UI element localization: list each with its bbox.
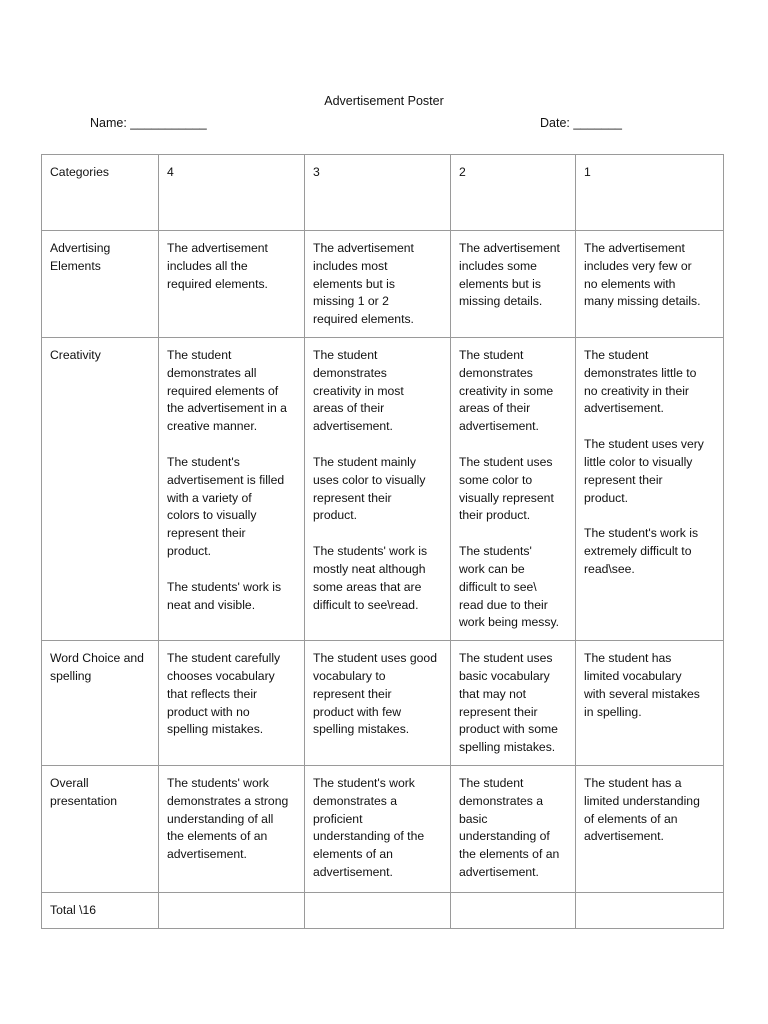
criteria-cell xyxy=(576,231,724,338)
criteria-text: The student has a limited understanding of elements of an advertisement. xyxy=(584,775,700,844)
criteria-text: The student demonstrates little to no creativity in their advertisement. xyxy=(584,347,697,416)
table-row xyxy=(42,641,724,766)
criteria-text: The student demonstrates creativity in some areas of their advertisement. xyxy=(459,347,554,434)
criteria-cell xyxy=(159,641,305,766)
criteria-text: The student uses some color to visually represent their product. xyxy=(459,454,554,523)
criteria-text: The students' work demonstrates a strong understanding of all the elements of an advertisement. xyxy=(167,775,289,862)
criteria-text: The student mainly uses color to visually represent their product. xyxy=(313,454,426,523)
total-score-cell[interactable] xyxy=(451,892,576,928)
criteria-cell xyxy=(159,337,305,640)
total-label xyxy=(42,892,159,928)
criteria-text: The student's work is extremely difficult to read\see. xyxy=(584,526,699,576)
criteria-text: The advertisement includes most elements but is missing 1 or 2 required elements. xyxy=(313,241,414,327)
criteria-text: The student uses very little color to visually represent their product. xyxy=(584,437,704,505)
criteria-cell xyxy=(305,641,451,766)
criteria-cell xyxy=(305,337,451,640)
total-row xyxy=(42,892,724,928)
table-row xyxy=(42,765,724,892)
criteria-text: The students' work can be difficult to see\ read due to their work being messy. xyxy=(459,544,560,630)
criteria-text: The advertisement includes some elements but is missing details. xyxy=(459,241,560,309)
criteria-cell xyxy=(305,231,451,338)
criteria-text: The students' work is mostly neat although some areas that are difficult to see\read. xyxy=(313,544,428,612)
category-cell xyxy=(42,231,159,338)
table-row xyxy=(42,337,724,640)
criteria-cell xyxy=(305,765,451,892)
category-cell xyxy=(42,641,159,766)
name-field-label: Name: ___________ xyxy=(90,116,207,130)
criteria-cell xyxy=(451,337,576,640)
criteria-cell xyxy=(451,765,576,892)
category-cell xyxy=(42,765,159,892)
header-cell-score-1: 1 xyxy=(576,155,724,231)
rubric-table xyxy=(41,154,724,929)
category-label: Advertising Elements xyxy=(50,241,111,273)
criteria-cell xyxy=(451,231,576,338)
date-field-label: Date: _______ xyxy=(540,116,623,130)
category-label: Word Choice and spelling xyxy=(50,651,144,683)
criteria-cell xyxy=(576,641,724,766)
criteria-text: The student uses good vocabulary to represent their product with few spelling mistakes. xyxy=(313,651,437,737)
criteria-cell xyxy=(576,337,724,640)
criteria-text: The advertisement includes very few or no elements with many missing details. xyxy=(584,241,701,309)
header-row xyxy=(42,155,724,231)
table-row xyxy=(42,231,724,338)
criteria-text: The student demonstrates all required elements of the advertisement in a creative manner. xyxy=(167,347,287,434)
criteria-text: The student carefully chooses vocabulary that reflects their product with no spelling mistakes. xyxy=(167,651,281,737)
criteria-text: The student's work demonstrates a proficient understanding of the elements of an advertisement. xyxy=(313,775,425,879)
category-cell xyxy=(42,337,159,640)
rubric-body xyxy=(42,155,724,929)
criteria-cell xyxy=(451,641,576,766)
criteria-text: The advertisement includes all the required elements. xyxy=(167,241,268,291)
category-label: Overall presentation xyxy=(50,775,118,808)
criteria-text: The student demonstrates creativity in most areas of their advertisement. xyxy=(313,347,404,434)
header-cell-categories: Categories xyxy=(42,155,159,231)
criteria-cell xyxy=(159,765,305,892)
criteria-cell xyxy=(576,765,724,892)
criteria-text: The student uses basic vocabulary that may not represent their product with some spelling mistakes. xyxy=(459,651,558,755)
total-score-cell[interactable] xyxy=(159,892,305,928)
total-score-cell[interactable] xyxy=(305,892,451,928)
criteria-text: The student demonstrates a basic understanding of the elements of an advertisement. xyxy=(459,775,560,879)
category-label: Creativity xyxy=(50,347,101,362)
total-score-cell[interactable] xyxy=(576,892,724,928)
page-title: Advertisement Poster xyxy=(324,94,444,108)
total-label-text: Total \16 xyxy=(50,902,97,917)
criteria-text: The student's advertisement is filled with a variety of colors to visually represent their product. xyxy=(167,454,285,558)
header-cell-score-2: 2 xyxy=(451,155,576,231)
criteria-text: The students' work is neat and visible. xyxy=(167,579,282,612)
criteria-cell xyxy=(159,231,305,338)
header-cell-score-4: 4 xyxy=(159,155,305,231)
header-cell-score-3: 3 xyxy=(305,155,451,231)
criteria-text: The student has limited vocabulary with several mistakes in spelling. xyxy=(584,651,700,719)
